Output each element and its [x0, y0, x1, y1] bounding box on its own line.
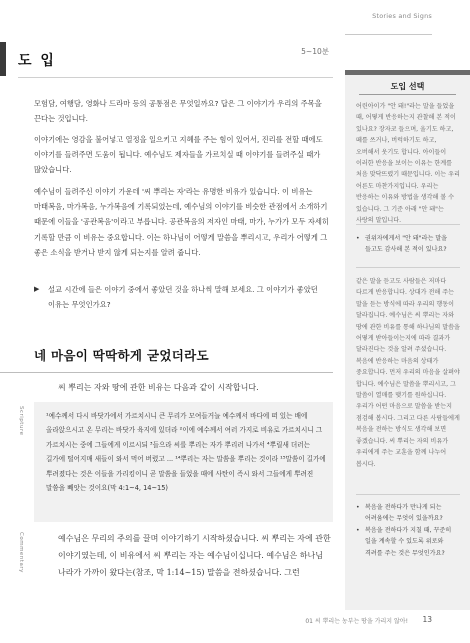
- sidebar-divider: [356, 224, 460, 225]
- activity-text: 설교 시간에 들은 이야기 중에서 좋았던 것을 하나씩 말해 보세요. 그 이야기가 좋았던 이유는 무엇인가요?: [48, 285, 318, 310]
- sidebar-text: 어린아이가 "안 돼!"라는 말을 들었을 때, 어떻게 반응하는지 관찰해 본 적이 있나요? 장자코 들으며, 울기도 하고, 떼를 쓰거나, 버럭하기도 하고, 오버해서 웃기도 합니다. 아이들이 이러한 반응을 보이는 이유는 한계를 처음 맞닥뜨렸기 때문입니다. 이는 우리 어른도 마찬가지입니다. 우리는 반응하는 이유와 방법을 생각해 볼 수 있습니다. 그 기준 아래 "안 돼"는 사랑의 말입니다.: [356, 103, 460, 225]
- commentary-label: Commentary: [18, 532, 24, 573]
- commentary-side-label: [18, 532, 30, 602]
- lesson-divider: [0, 372, 333, 373]
- section-duration: 5~10분: [301, 47, 329, 56]
- scripture-label: Scripture: [18, 406, 24, 436]
- bullet-dot-icon: •: [356, 504, 360, 511]
- intro-paragraph: 모험담, 여행담, 영화나 드라마 등의 공통점은 무엇일까요? 답은 그 이야기가 우리의 주목을 끈다는 것입니다.: [34, 99, 322, 124]
- section-title: 도 입: [18, 53, 56, 69]
- page-number: 13: [422, 615, 432, 624]
- scripture-side-label: [18, 406, 30, 516]
- sidebar-title-underline: [359, 94, 456, 95]
- sidebar-question-text: 복음을 전하다가 지칠 때, 꾸준히 일을 계속할 수 있도록 위로와 격려를 주는 것은 무엇인가요?: [365, 527, 452, 557]
- sidebar-header-bar: [345, 70, 470, 75]
- sidebar-question: [356, 525, 460, 559]
- sidebar-divider: [356, 267, 460, 268]
- page-footer: [0, 616, 470, 630]
- sidebar-question-text: 복음을 전하다가 만나게 되는 어려움에는 무엇이 있을까요?: [365, 504, 443, 523]
- bullet-dot-icon: •: [356, 235, 360, 242]
- intro-paragraph: 예수님이 들려주신 이야기 가운데 '씨 뿌리는 자'라는 유명한 비유가 있습니다. 이 비유는 마태복음, 마가복음, 누가복음에 기록되었는데, 예수님의 이야기를 비슷한 관점에서 소개하기 때문에 이들을 '공관복음'이라고 부릅니다. 공관복음의 저자인 마태, 마가, 누가가 모두 자세히 기록할 만큼 이 비유는 중요합니다. 이는 하나님이 어떻게 말씀을 뿌리시고, 우리가 어떻게 그 좋은 소식을 받거나 받지 않게 되는지를 알려 줍니다.: [34, 187, 329, 257]
- lesson-intro: 씨 뿌리는 자와 땅에 관한 비유는 다음과 같이 시작합니다.: [58, 383, 259, 392]
- sidebar-title: 도입 선택: [390, 82, 425, 91]
- running-header: Stories and Signs: [372, 12, 432, 20]
- sidebar-question: [356, 502, 460, 525]
- sidebar: [345, 0, 470, 643]
- activity-prompt: [34, 282, 333, 312]
- bullet-dot-icon: •: [356, 527, 360, 534]
- section-marker: [0, 42, 6, 76]
- section-divider: [18, 77, 333, 78]
- sidebar-text: 같은 말을 듣고도 사람들은 저마다 다르게 반응합니다. 상대가 전해 주는 말을 듣는 방식에 따라 우리의 행동이 달라집니다. 예수님은 씨 뿌리는 자와 땅에 관한 비유를 통해 하나님의 말씀을 어떻게 받아들이는지에 따라 결과가 달라진다는 것을 알려 주셨습니다. 복음에 반응하는 마음의 상태가 중요합니다. 먼저 우리의 마음을 살펴야 합니다. 예수님은 말씀을 뿌리시고, 그 말씀이 열매를 맺기를 원하십니다. 우리가 어떤 마음으로 말씀을 받는지 점검해 봅시다. 그리고 다른 사람들에게 복음을 전하는 방식도 생각해 보면 좋겠습니다. 씨 뿌리는 자의 비유가 우리에게 주는 교훈을 함께 나누어 봅시다.: [356, 278, 460, 468]
- footer-chapter: 01 씨 뿌리는 농부는 땅을 가리지 않아!: [305, 618, 408, 625]
- lesson-title: 네 마음이 딱딱하게 굳었더라도: [34, 348, 209, 363]
- scripture-text: ¹예수께서 다시 바닷가에서 가르치시니 큰 무리가 모여들거늘 예수께서 바다에 떠 있는 배에 올라앉으시고 온 무리는 바닷가 육지에 있더라 ²이에 예수께서 여러 가지로 비유로 가르치시니 그 가르치시는 중에 그들에게 이르시되 ³들으라 씨를 뿌리는 자가 뿌리러 나가서 ⁴뿌릴새 더러는 길가에 떨어지매 새들이 와서 먹어 버렸고 ... ¹⁴뿌리는 자는 말씀을 뿌리는 것이라 ¹⁵말씀이 길가에 뿌려졌다는 것은 이들을 가리킴이니 곧 말씀을 들었을 때에 사탄이 즉시 와서 그들에게 뿌려진 말씀을 빼앗는 것이요(막 4:1~4, 14~15): [46, 412, 326, 493]
- sidebar-question: [356, 233, 460, 256]
- triangle-bullet-icon: ▶: [34, 285, 40, 293]
- commentary-text: 예수님은 무리의 주의를 끌며 이야기하기 시작하셨습니다. 씨 뿌리는 자에 관한 이야기였는데, 이 비유에서 씨 뿌리는 자는 예수님이십니다. 예수님은 하나님 나라가 가까이 왔다는(참조, 막 1:14~15) 말씀을 전하셨습니다. 그런: [58, 534, 331, 577]
- intro-paragraph: 이야기에는 영감을 불어넣고 열정을 일으키고 지혜를 주는 힘이 있어서, 진리를 전할 때에도 이야기를 들려주면 도움이 됩니다. 예수님도 제자들을 가르치실 때 이야기를 들려주실 때가 많았습니다.: [34, 135, 323, 175]
- sidebar-question-text: 권위자에게서 "안 돼"라는 말을 들고도 감사해 본 적이 있나요?: [365, 235, 448, 254]
- sidebar-divider: [356, 494, 460, 495]
